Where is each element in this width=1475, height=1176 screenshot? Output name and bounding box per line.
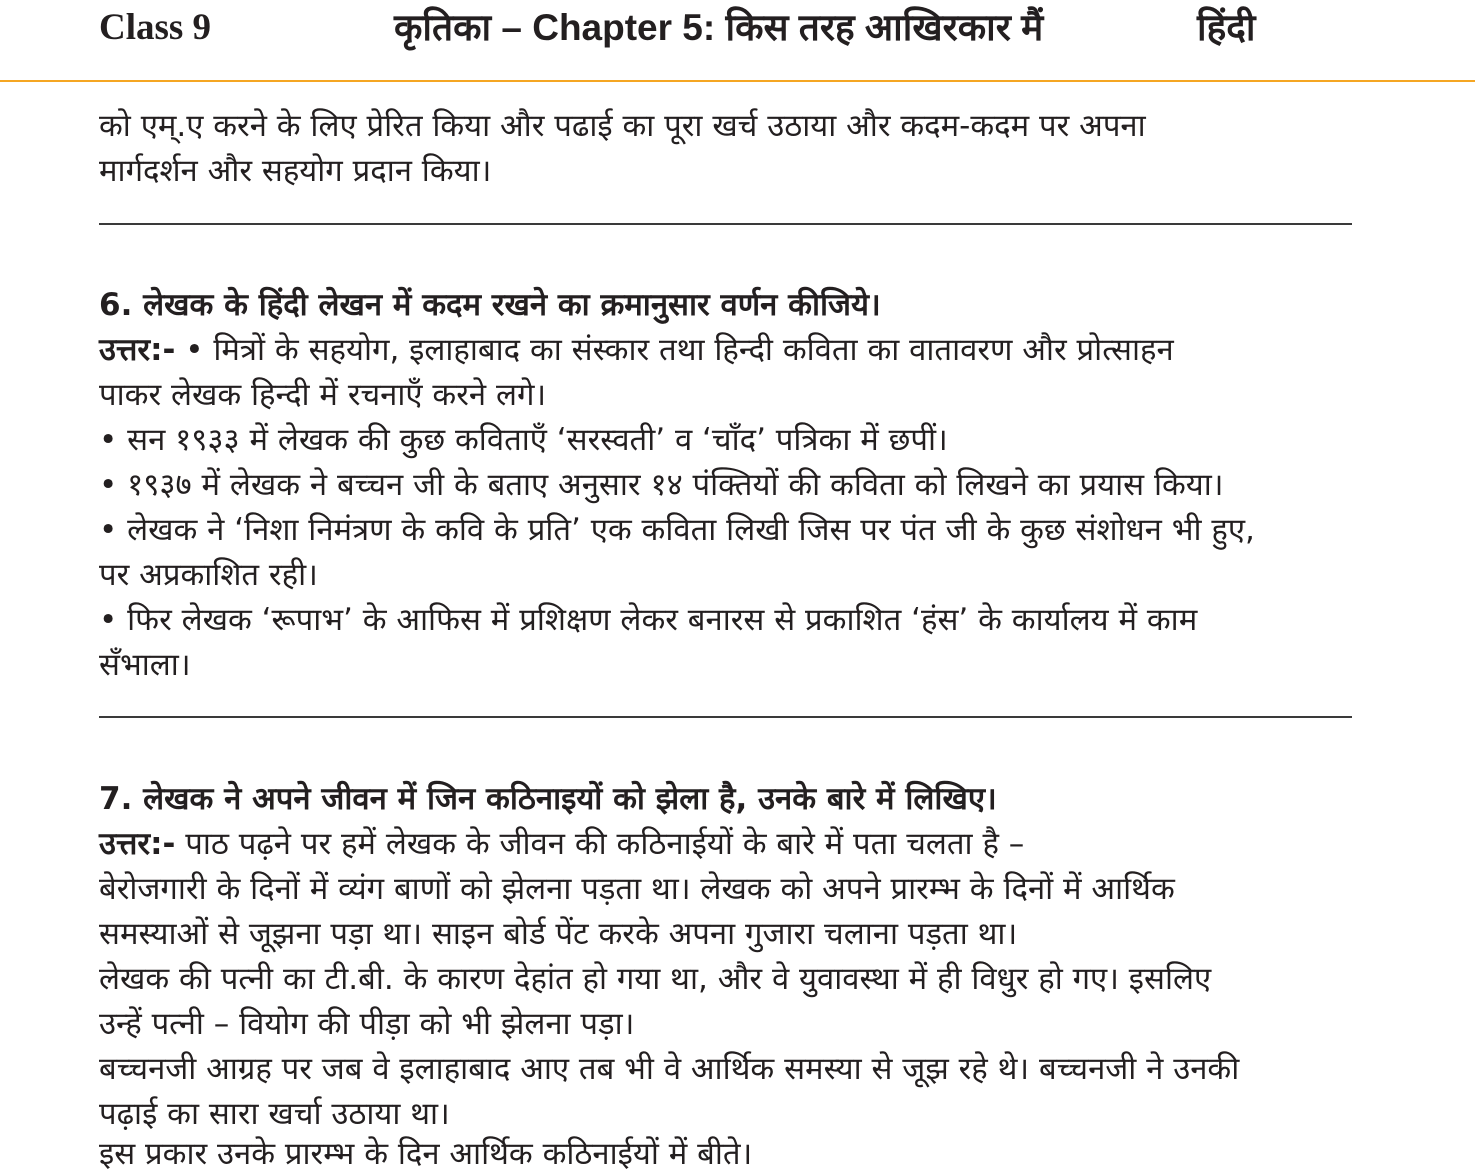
answer-7-line: लेखक की पत्नी का टी.बी. के कारण देहांत हो गया था, और वे युवावस्था में ही विधुर हो गए। इसलिए [99, 961, 1212, 997]
answer-label: उत्तर:- [99, 826, 176, 862]
intro-line: मार्गदर्शन और सहयोग प्रदान किया। [99, 153, 492, 189]
answer-7-line: बेरोजगारी के दिनों में व्यंग बाणों को झेलना पड़ता था। लेखक को अपने प्रारम्भ के दिनों में आर्थिक [99, 871, 1175, 907]
answer-7-line: उन्हें पत्नी – वियोग की पीड़ा को भी झेलना पड़ा। [99, 1006, 635, 1042]
answer-6-first-line [99, 328, 1174, 372]
answer-7-first-line [99, 822, 1024, 866]
answer-7-line: इस प्रकार उनके प्रारम्भ के दिन आर्थिक कठिनाईयों में बीते। [99, 1136, 753, 1172]
class-label: Class 9 [99, 7, 212, 48]
answer-text: • मित्रों के सहयोग, इलाहाबाद का संस्कार तथा हिन्दी कविता का वातावरण और प्रोत्साहन [175, 332, 1174, 368]
answer-6-line: • फिर लेखक ‘रूपाभ’ के आफिस में प्रशिक्षण लेकर बनारस से प्रकाशित ‘हंस’ के कार्यालय में काम [99, 602, 1198, 638]
answer-6-line: • सन १९३३ में लेखक की कुछ कविताएँ ‘सरस्वती’ व ‘चाँद’ पत्रिका में छपीं। [99, 422, 948, 458]
section-divider [99, 716, 1352, 718]
answer-6-line: पर अप्रकाशित रही। [99, 557, 318, 593]
subject-label: हिंदी [1197, 7, 1256, 48]
answer-6-line: • १९३७ में लेखक ने बच्चन जी के बताए अनुसार १४ पंक्तियों की कविता को लिखने का प्रयास किया। [99, 467, 1224, 503]
answer-7-line: समस्याओं से जूझना पड़ा था। साइन बोर्ड पेंट करके अपना गुजारा चलाना पड़ता था। [99, 916, 1018, 952]
intro-line: को एम्.ए करने के लिए प्रेरित किया और पढाई का पूरा खर्च उठाया और कदम-कदम पर अपना [99, 108, 1146, 144]
answer-text: पाठ पढ़ने पर हमें लेखक के जीवन की कठिनाईयों के बारे में पता चलता है – [175, 826, 1025, 862]
section-divider [99, 223, 1352, 225]
answer-7-line: पढ़ाई का सारा खर्चा उठाया था। [99, 1096, 450, 1132]
answer-6-line: सँभाला। [99, 647, 191, 683]
answer-6-line: • लेखक ने ‘निशा निमंत्रण के कवि के प्रति’ एक कविता लिखी जिस पर पंत जी के कुछ संशोधन भी हुए, [99, 512, 1255, 548]
answer-7-line: बच्चनजी आग्रह पर जब वे इलाहाबाद आए तब भी वे आर्थिक समस्या से जूझ रहे थे। बच्चनजी ने उनकी [99, 1051, 1240, 1087]
question-6: 6. लेखक के हिंदी लेखन में कदम रखने का क्रमानुसार वर्णन कीजिये। [99, 287, 881, 323]
page-header [0, 0, 1475, 82]
answer-6-line: पाकर लेखक हिन्दी में रचनाएँ करने लगे। [99, 377, 547, 413]
answer-label: उत्तर:- [99, 332, 176, 368]
question-7: 7. लेखक ने अपने जीवन में जिन कठिनाइयों को झेला है, उनके बारे में लिखिए। [99, 781, 997, 817]
chapter-title: कृतिका – Chapter 5: किस तरह आखिरकार मैं [394, 7, 1044, 48]
